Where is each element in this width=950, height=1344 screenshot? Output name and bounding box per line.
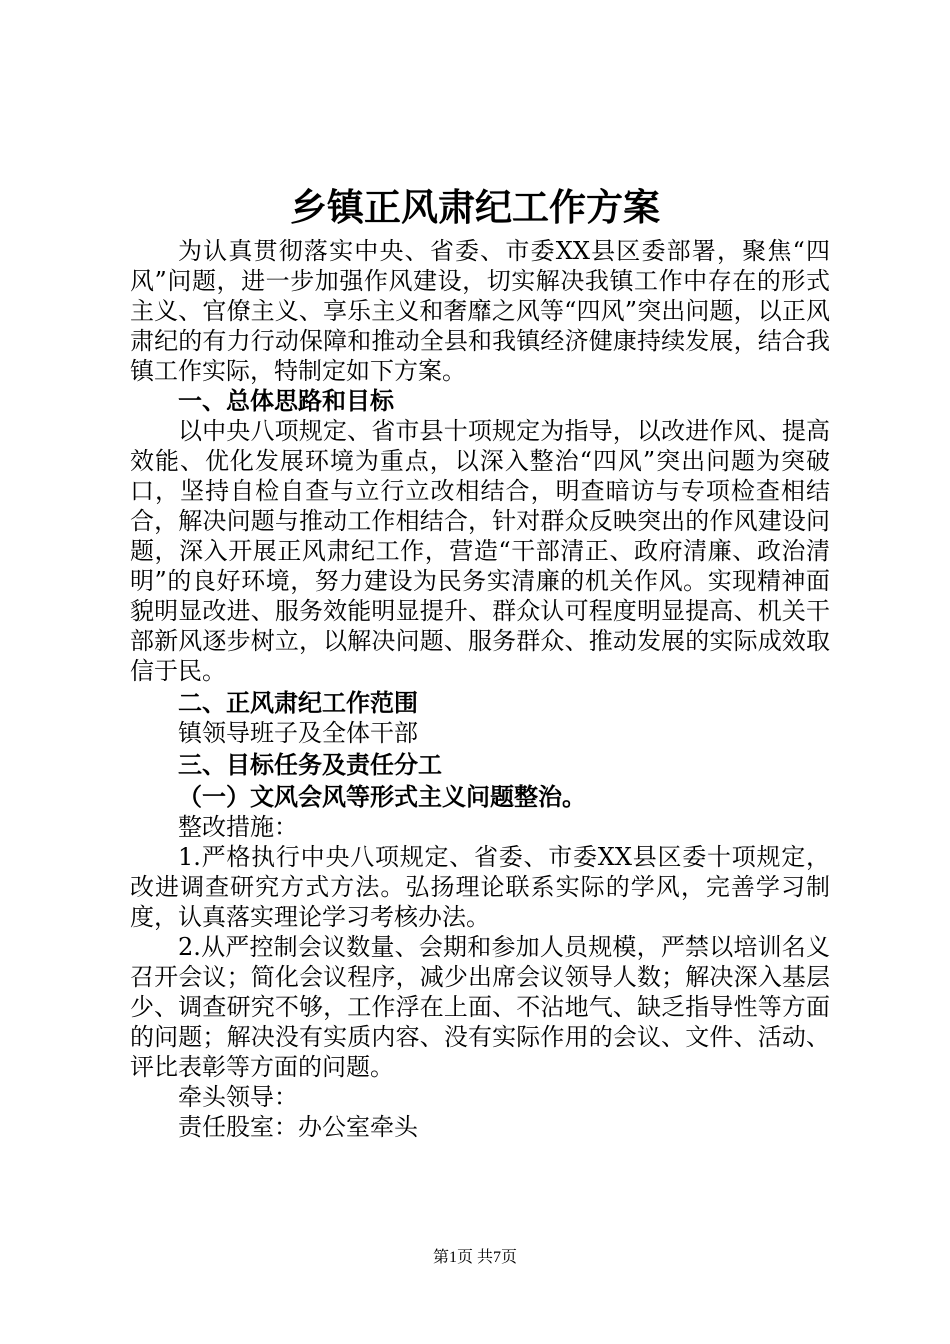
- measures-label: 整改措施：: [178, 813, 298, 841]
- section-heading-3: 三、目标任务及责任分工: [178, 751, 442, 779]
- responsible-office-line: 责任股室：办公室牵头: [178, 1113, 418, 1141]
- document-body: [130, 236, 830, 1142]
- section-heading-1: 一、总体思路和目标: [178, 387, 394, 415]
- intro-paragraph: 为认真贯彻落实中央、省委、市委XX县区委部署，聚焦“四风”问题，进一步加强作风建设，切实解决我镇工作中存在的形式主义、官僚主义、享乐主义和奢靡之风等“四风”突出问题，以正风肃纪的有力行动保障和推动全县和我镇经济健康持续发展，结合我镇工作实际，特制定如下方案。: [130, 237, 830, 385]
- lead-leader-line: 牵头领导：: [178, 1083, 298, 1111]
- section-heading-2: 二、正风肃纪工作范围: [178, 689, 418, 717]
- subsection-heading-1: （一）文风会风等形式主义问题整治。: [178, 783, 586, 811]
- document-title: 乡镇正风肃纪工作方案: [290, 186, 660, 229]
- measure-item-2: 2.从严控制会议数量、会期和参加人员规模，严禁以培训名义召开会议；简化会议程序，减少出席会议领导人数；解决深入基层少、调查研究不够，工作浮在上面、不沾地气、缺乏指导性等方面的问题；解决没有实质内容、没有实际作用的会议、文件、活动、评比表彰等方面的问题。: [130, 933, 830, 1081]
- page-footer: 第1页 共7页: [432, 1249, 517, 1266]
- section-2-paragraph: 镇领导班子及全体干部: [178, 719, 418, 747]
- section-1-paragraph: 以中央八项规定、省市县十项规定为指导，以改进作风、提高效能、优化发展环境为重点，以深入整治“四风”突出问题为突破口，坚持自检自查与立行立改相结合，明查暗访与专项检查相结合，解决问题与推动工作相结合，针对群众反映突出的作风建设问题，深入开展正风肃纪工作，营造“干部清正、政府清廉、政治清明”的良好环境，努力建设为民务实清廉的机关作风。实现精神面貌明显改进、服务效能明显提升、群众认可程度明显提高、机关干部新风逐步树立，以解决问题、服务群众、推动发展的实际成效取信于民。: [130, 417, 830, 685]
- measure-item-1: 1.严格执行中央八项规定、省委、市委XX县区委十项规定，改进调查研究方式方法。弘扬理论联系实际的学风，完善学习制度，认真落实理论学习考核办法。: [130, 843, 830, 931]
